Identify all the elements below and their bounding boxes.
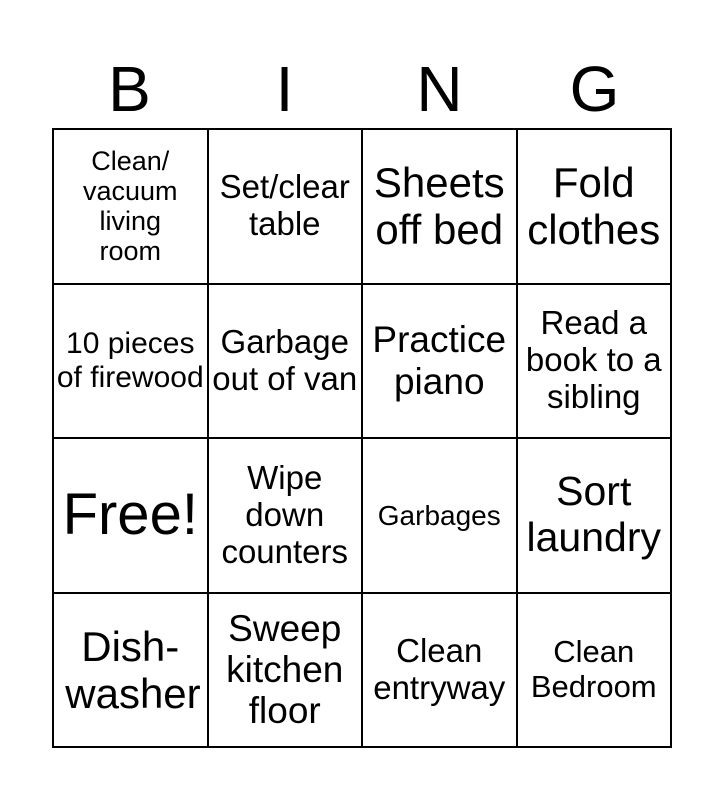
cell-text: Sort laundry: [526, 468, 661, 561]
cell-text: Garbages: [377, 499, 501, 531]
bingo-cell-free[interactable]: [54, 439, 209, 594]
cell-text: Sheets off bed: [373, 159, 505, 254]
cell-text: Garbage out of van: [212, 322, 358, 397]
bingo-cell[interactable]: [363, 594, 518, 749]
cell-text: Free!: [62, 481, 198, 547]
bingo-cell[interactable]: [54, 285, 209, 440]
cell-text: Set/clear table: [219, 168, 350, 243]
cell-text: Sweep kitchen floor: [226, 607, 344, 732]
header-letter-g: G: [569, 53, 620, 125]
bingo-cell[interactable]: [518, 439, 673, 594]
header-letter-b: B: [108, 53, 151, 125]
cell-text: Read a book to a sibling: [525, 304, 662, 416]
cell-text: Clean Bedroom: [530, 634, 657, 704]
cell-text: Practice piano: [372, 319, 507, 402]
bingo-cell[interactable]: [518, 285, 673, 440]
bingo-board: [52, 128, 672, 748]
cell-text: Wipe down counters: [221, 458, 349, 570]
bingo-cell[interactable]: [209, 439, 364, 594]
cell-text: 10 pieces of firewood: [56, 327, 204, 394]
cell-text: Clean entryway: [373, 631, 506, 706]
bingo-header: [52, 50, 672, 128]
bingo-cell[interactable]: [54, 130, 209, 285]
bingo-cell[interactable]: [209, 285, 364, 440]
bingo-cell[interactable]: [518, 130, 673, 285]
bingo-cell[interactable]: [209, 594, 364, 749]
bingo-cell[interactable]: [363, 130, 518, 285]
bingo-cell[interactable]: [54, 594, 209, 749]
header-letter-i: I: [275, 53, 294, 125]
bingo-cell[interactable]: [363, 439, 518, 594]
bingo-cell[interactable]: [209, 130, 364, 285]
cell-text: Clean/ vacuum living room: [82, 145, 178, 267]
cell-text: Dish- washer: [65, 622, 201, 717]
header-letter-n: N: [416, 53, 463, 125]
bingo-cell[interactable]: [518, 594, 673, 749]
bingo-cell[interactable]: [363, 285, 518, 440]
cell-text: Fold clothes: [527, 159, 661, 254]
